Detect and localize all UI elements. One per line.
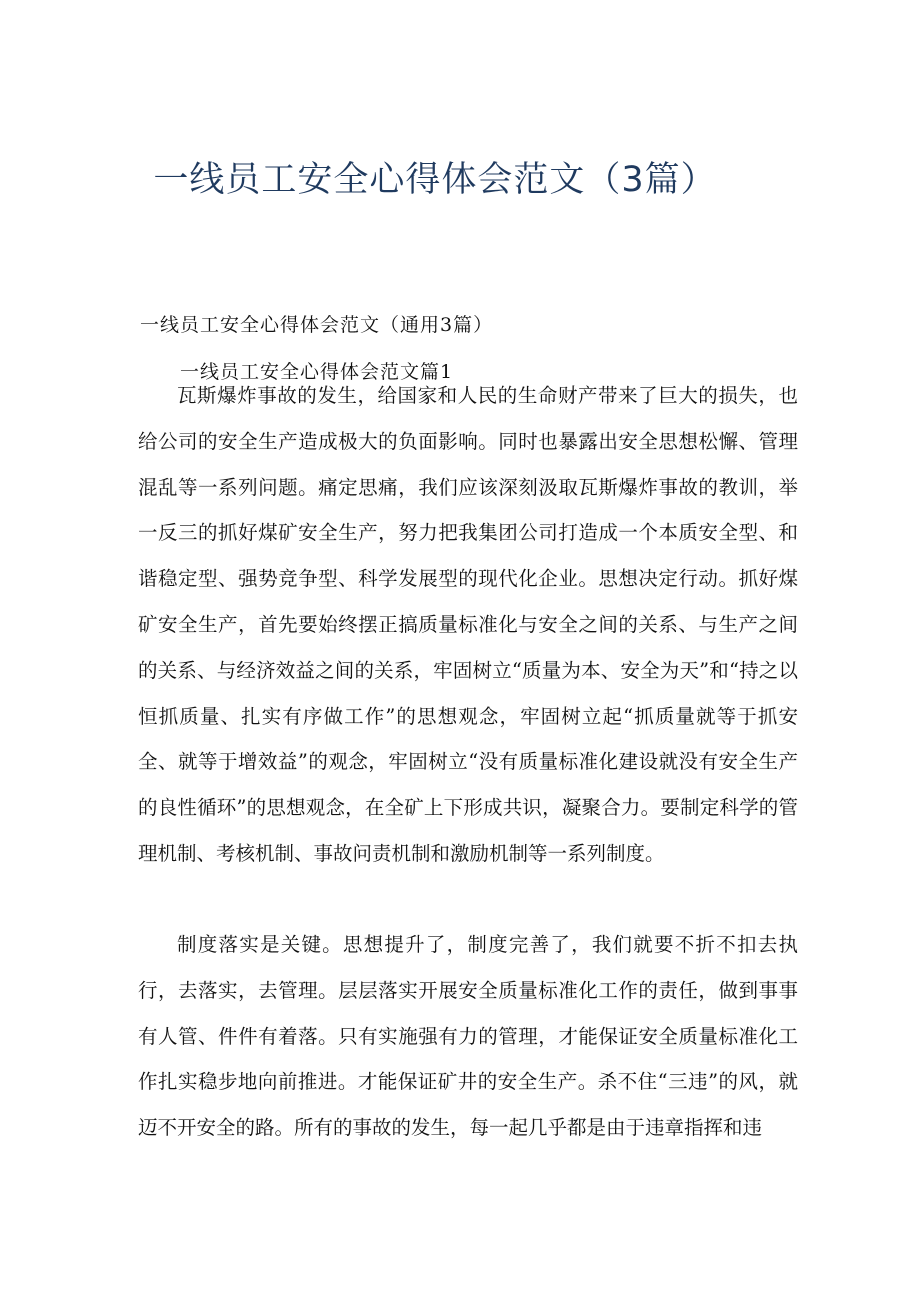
- section-heading: 一线员工安全心得体会范文篇1: [180, 361, 454, 383]
- document-title: 一线员工安全心得体会范文（3篇）: [153, 160, 717, 200]
- document-subtitle: 一线员工安全心得体会范文（通用3篇）: [140, 314, 494, 336]
- body-paragraph: 制度落实是关键。思想提升了，制度完善了，我们就要不折不扣去执行，去落实，去管理。层层落实开展安全质量标准化工作的责任，做到事事有人管、件件有着落。只有实施强有力的管理，才能保证安全质量标准化工作扎实稳步地向前推进。才能保证矿井的安全生产。杀不住“三违”的风，就迈不开安全的路。所有的事故的发生，每一起几乎都是由于违章指挥和违: [138, 933, 798, 1140]
- body-paragraph: 瓦斯爆炸事故的发生，给国家和人民的生命财产带来了巨大的损失，也给公司的安全生产造成极大的负面影响。同时也暴露出安全思想松懈、管理混乱等一系列问题。痛定思痛，我们应该深刻汲取瓦斯爆炸事故的教训，举一反三的抓好煤矿安全生产，努力把我集团公司打造成一个本质安全型、和谐稳定型、强势竞争型、科学发展型的现代化企业。思想决定行动。抓好煤矿安全生产，首先要始终摆正搞质量标准化与安全之间的关系、与生产之间的关系、与经济效益之间的关系，牢固树立“质量为本、安全为天”和“持之以恒抓质量、扎实有序做工作”的思想观念，牢固树立起“抓质量就等于抓安全、就等于增效益”的观念，牢固树立“没有质量标准化建设就没有安全生产的良性循环”的思想观念，在全矿上下形成共识，凝聚合力。要制定科学的管理机制、考核机制、事故问责机制和激励机制等一系列制度。: [138, 384, 798, 865]
